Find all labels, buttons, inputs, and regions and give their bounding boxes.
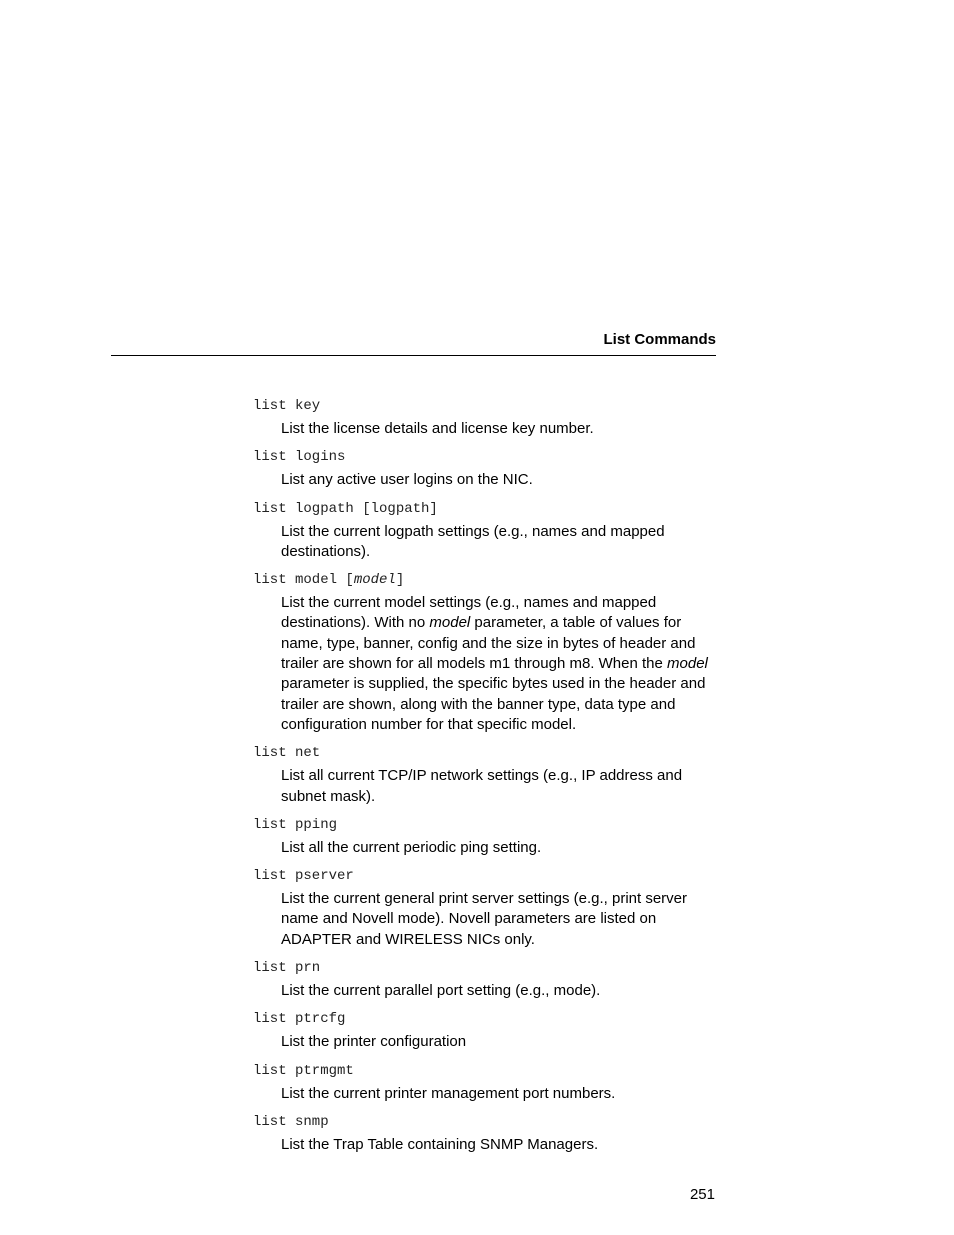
command-description: List the Trap Table containing SNMP Managers. (281, 1135, 599, 1153)
command-entry-list-model (253, 571, 723, 735)
command-list (253, 397, 723, 1164)
command-syntax: list logins (253, 449, 346, 466)
command-syntax: list prn (253, 960, 321, 977)
command-description: List the current printer management port numbers. (281, 1084, 616, 1102)
command-syntax (253, 571, 723, 589)
command-entry-list-prn (253, 959, 723, 1001)
command-description: List the printer configuration (281, 1033, 467, 1051)
command-text: list model [ (253, 572, 354, 589)
command-syntax: list snmp (253, 1113, 329, 1130)
command-description: List the current logpath settings (e.g., names and mapped destinations). (281, 522, 665, 560)
command-entry-list-logpath (253, 500, 723, 563)
parameter-term: model (667, 655, 708, 673)
command-entry-list-logins (253, 448, 723, 490)
command-entry-list-pserver (253, 867, 723, 950)
command-syntax: list pserver (253, 868, 354, 885)
command-description: List the license details and license key number. (281, 420, 594, 437)
parameter-term: model (429, 614, 471, 632)
page-number: 251 (689, 1186, 715, 1203)
description-text: List the current model settings (e.g., names and mapped destinations). With no (281, 594, 657, 632)
command-description: List the current general print server settings (e.g., print server name and Novell mode). Novell parameters are listed on ADAPTER and WIRELESS NICs only. (281, 890, 688, 948)
description-text: parameter is supplied, the specific bytes used in the header and trailer are shown, along with the banner type, data type and configuration number for that specific model. (281, 675, 706, 733)
command-entry-list-ptrcfg (253, 1010, 723, 1052)
command-syntax: list ptrmgmt (253, 1062, 354, 1079)
command-entry-list-key (253, 397, 723, 439)
description-text: parameter, a table of values for name, type, banner, config and the size in bytes of header and trailer are shown for all models m1 through m8. When the (281, 614, 696, 673)
header-rule (111, 355, 716, 356)
command-syntax: list net (253, 745, 321, 762)
command-syntax: list logpath [logpath] (253, 500, 438, 517)
command-description: List all current TCP/IP network settings (e.g., IP address and subnet mask). (281, 767, 683, 805)
command-entry-list-net (253, 744, 723, 807)
command-text-close: ] (395, 572, 405, 589)
command-description: List all the current periodic ping setting. (281, 838, 542, 856)
command-description: List the current parallel port setting (e.g., mode). (281, 982, 601, 1000)
command-parameter: model (353, 572, 396, 589)
command-description: List any active user logins on the NIC. (281, 471, 533, 489)
command-entry-list-ptrmgmt (253, 1062, 723, 1104)
command-syntax: list ptrcfg (253, 1011, 346, 1028)
command-syntax: list key (253, 398, 321, 414)
command-entry-list-pping (253, 816, 723, 858)
command-syntax: list pping (253, 816, 338, 833)
section-header-title: List Commands (603, 331, 716, 348)
command-entry-list-snmp (253, 1113, 723, 1155)
command-description (281, 593, 719, 735)
